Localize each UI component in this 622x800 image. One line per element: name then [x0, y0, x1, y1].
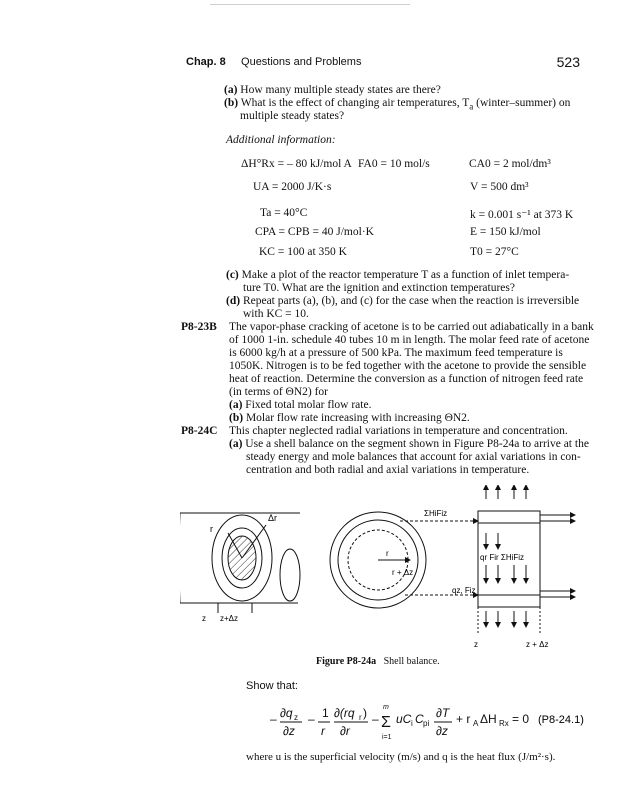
- pipe-drawing: [180, 513, 300, 613]
- info-k: k = 0.001 s⁻¹ at 373 K: [470, 209, 574, 221]
- page-number: 523: [556, 54, 580, 70]
- svg-text:–: –: [308, 712, 315, 726]
- equation-number: (P8-24.1): [538, 714, 584, 726]
- shell-balance-figure: [180, 485, 600, 655]
- question-b-cont: multiple steady states?: [240, 110, 345, 122]
- problem-8-24-line: steady energy and mole balances that account for axial variations in con-: [246, 451, 581, 463]
- info-ca0: CA0 = 2 mol/dm³: [469, 158, 551, 170]
- annulus-drawing: [330, 512, 426, 608]
- problem-8-23-line: (in terms of ΘN2) for: [229, 386, 329, 398]
- problem-8-24-number: P8-24C: [181, 425, 218, 437]
- info-t0: T0 = 27°C: [470, 246, 519, 258]
- svg-text:r: r: [359, 713, 362, 722]
- additional-info-title: Additional information:: [226, 134, 336, 146]
- problem-8-23-line: heat of reaction. Determine the conversion as a function of nitrogen feed rate: [229, 373, 584, 385]
- label-z: z: [202, 614, 206, 623]
- problem-8-24-line: This chapter neglected radial variations in temperature and concentration.: [229, 425, 568, 437]
- label-r-plus-dz: r + Δz: [392, 568, 414, 577]
- label-r-inner: r: [386, 549, 389, 558]
- info-cp: CPA = CPB = 40 J/mol·K: [255, 226, 374, 238]
- svg-text:pi: pi: [423, 719, 430, 728]
- show-that-label: Show that:: [246, 680, 298, 692]
- svg-text:ΔH: ΔH: [480, 712, 497, 726]
- question-c: (c) Make a plot of the reactor temperature T as a function of inlet tempera-: [226, 269, 570, 281]
- svg-text:i=1: i=1: [382, 734, 392, 741]
- info-fa0: FA0 = 10 mol/s: [358, 158, 430, 170]
- label-r: r: [210, 524, 213, 534]
- chapter-label: Chap. 8: [186, 56, 226, 68]
- question-c-cont: ture T0. What are the ignition and extinction temperatures?: [243, 282, 515, 294]
- top-rule: [210, 4, 410, 5]
- svg-text:+ r: + r: [456, 712, 471, 726]
- info-kc: KC = 100 at 350 K: [259, 246, 347, 258]
- svg-text:∂z: ∂z: [283, 724, 295, 738]
- info-volume: V = 500 dm³: [470, 181, 529, 193]
- svg-text:Rx: Rx: [499, 719, 509, 728]
- info-e: E = 150 kJ/mol: [470, 226, 541, 238]
- info-dhrx: ΔH°Rx = – 80 kJ/mol A: [241, 158, 352, 170]
- svg-text:–: –: [372, 712, 379, 726]
- problem-8-23-line: The vapor-phase cracking of acetone is to be carried out adiabatically in a bank: [229, 321, 594, 333]
- svg-text:A: A: [473, 719, 479, 728]
- problem-8-23-line: of 1000 1-in. schedule 40 tubes 10 m in length. The molar feed rate of acetone: [229, 334, 590, 346]
- svg-text:uC: uC: [396, 712, 412, 726]
- problem-8-23-part-a: (a) Fixed total molar flow rate.: [229, 399, 372, 411]
- where-line: where u is the superficial velocity (m/s) and q is the heat flux (J/m²·s).: [246, 751, 556, 763]
- problem-8-23-number: P8-23B: [181, 321, 217, 333]
- info-ta: Ta = 40°C: [260, 207, 308, 219]
- svg-text:∂q: ∂q: [280, 706, 293, 720]
- label-dr: Δr: [268, 513, 278, 523]
- svg-text:–: –: [270, 712, 277, 726]
- svg-text:m: m: [383, 704, 389, 711]
- label-qr-sum: qr Fir ΣHiFiz: [480, 553, 525, 562]
- svg-text:Σ: Σ: [381, 714, 391, 731]
- svg-text:∂T: ∂T: [436, 706, 450, 720]
- label-zdz: z+Δz: [220, 614, 239, 623]
- svg-text:∂r: ∂r: [340, 724, 350, 738]
- problem-8-24-line: centration and both radial and axial variations in temperature.: [246, 464, 530, 476]
- label-sum-in: ΣHiFiz: [424, 509, 448, 518]
- energy-balance-equation: [270, 695, 590, 755]
- problem-8-23-part-b: (b) Molar flow rate increasing with increasing ΘN2.: [229, 412, 470, 424]
- question-d: (d) Repeat parts (a), (b), and (c) for the case when the reaction is irreversible: [226, 295, 580, 307]
- problem-8-23-line: 1050K. Nitrogen is to be fed together with the acetone to provide the sensible: [229, 360, 587, 372]
- running-header: [186, 56, 361, 68]
- question-d-cont: with KC = 10.: [243, 308, 309, 320]
- figure-caption: Figure P8-24a Shell balance.: [316, 656, 440, 667]
- svg-text:r: r: [321, 724, 325, 738]
- question-b: (b) What is the effect of changing air temperatures, $T_a$ (winter–summer) on: [224, 97, 571, 112]
- svg-text:∂(rq: ∂(rq: [334, 706, 355, 720]
- section-title: Questions and Problems: [241, 56, 362, 68]
- svg-text:= 0: = 0: [512, 712, 530, 726]
- label-z-right: z: [474, 640, 478, 649]
- svg-text:i: i: [411, 719, 413, 728]
- svg-text:C: C: [415, 712, 424, 726]
- label-zdz-right: z + Δz: [526, 640, 549, 649]
- svg-text:1: 1: [322, 706, 329, 720]
- svg-text:∂z: ∂z: [436, 724, 448, 738]
- svg-text:z: z: [294, 713, 298, 722]
- label-qz-fiz: qz, Fiz: [452, 586, 476, 595]
- info-ua: UA = 2000 J/K·s: [253, 181, 332, 193]
- problem-8-24-part-a: (a) Use a shell balance on the segment shown in Figure P8-24a to arrive at the: [229, 438, 589, 450]
- problem-8-23-line: is 6000 kg/h at a pressure of 500 kPa. The maximum feed temperature is: [229, 347, 563, 359]
- question-a: (a) How many multiple steady states are there?: [224, 84, 441, 96]
- svg-text:): ): [363, 706, 367, 720]
